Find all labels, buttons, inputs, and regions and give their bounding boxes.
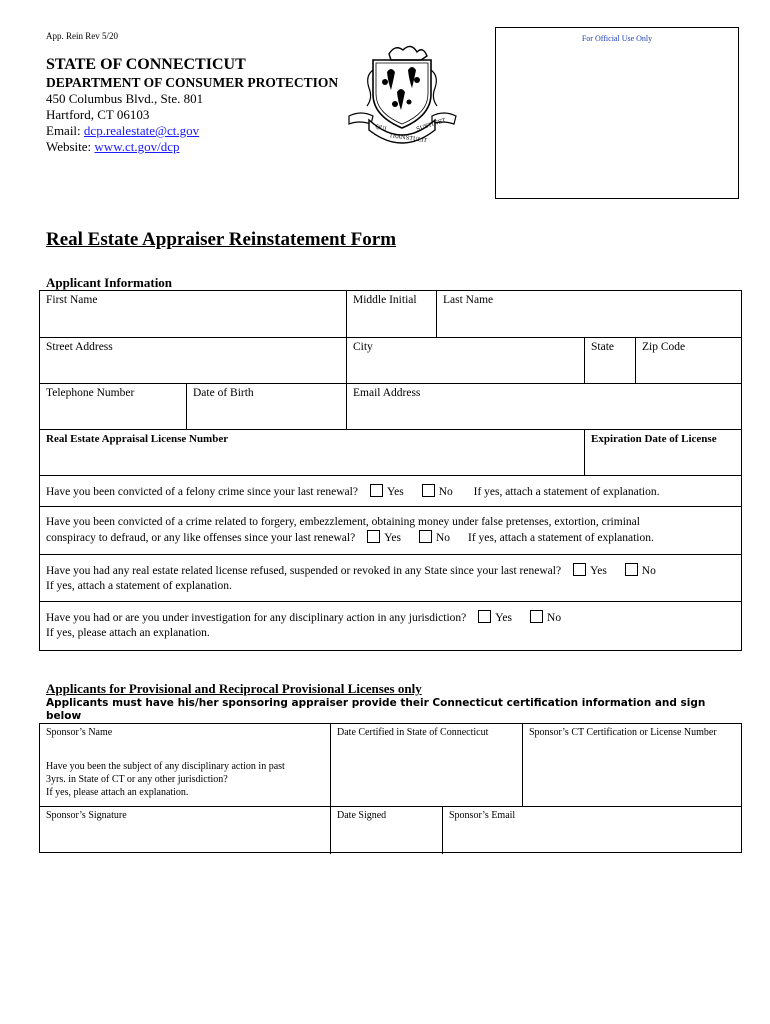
question-4-text-1: Have you had or are you under investigation for any disciplinary action in any jurisdiction?: [46, 612, 467, 624]
sponsor-row-2: [40, 806, 741, 854]
question-3-text-2: If yes, attach a statement of explanation.: [46, 580, 232, 592]
question-2-text-1: Have you been convicted of a crime related to forgery, embezzlement, obtaining money under false pretenses, extortion, criminal: [46, 516, 640, 528]
date-signed-field[interactable]: Date Signed: [330, 807, 442, 854]
sponsor-signature-field[interactable]: Sponsor’s Signature: [46, 810, 127, 821]
city-field[interactable]: City: [346, 338, 584, 383]
sponsor-table: [39, 723, 742, 853]
license-expiration-field[interactable]: Expiration Date of License: [584, 430, 741, 475]
question-3-yes-checkbox[interactable]: [573, 563, 586, 576]
question-4-no-checkbox[interactable]: [530, 610, 543, 623]
website-link[interactable]: www.ct.gov/dcp: [94, 139, 180, 154]
department-name: DEPARTMENT OF CONSUMER PROTECTION: [46, 75, 339, 90]
telephone-field[interactable]: Telephone Number: [46, 387, 135, 399]
sponsor-certification-field[interactable]: Sponsor’s CT Certification or License Number: [522, 724, 741, 806]
question-2-yes-checkbox[interactable]: [367, 530, 380, 543]
question-3-no-checkbox[interactable]: [625, 563, 638, 576]
last-name-field[interactable]: Last Name: [436, 291, 741, 337]
seal-motto-3: SUSTINET: [415, 117, 447, 133]
first-name-field[interactable]: First Name: [46, 294, 98, 306]
question-2-no-checkbox[interactable]: [419, 530, 432, 543]
middle-initial-field[interactable]: Middle Initial: [346, 291, 436, 337]
question-3-row: Have you had any real estate related license refused, suspended or revoked in any State since your last renewal? Yes No If yes, attach a statement of explanation.: [40, 554, 741, 601]
official-use-box: [495, 27, 739, 199]
question-4-yes-checkbox[interactable]: [478, 610, 491, 623]
street-address-field[interactable]: Street Address: [46, 341, 113, 353]
name-row: [40, 291, 741, 337]
date-certified-field[interactable]: Date Certified in State of Connecticut: [330, 724, 522, 806]
question-1-note: If yes, attach a statement of explanation.: [473, 486, 660, 498]
agency-block: [46, 56, 338, 155]
state-name: STATE OF CONNECTICUT: [46, 56, 246, 73]
license-row: [40, 429, 741, 475]
question-4-row: Have you had or are you under investigation for any disciplinary action in any jurisdiction? Yes No If yes, please attach an explanation.: [40, 601, 741, 652]
state-seal-icon: [345, 40, 460, 152]
sponsor-name-field[interactable]: Sponsor’s Name Have you been the subject of any disciplinary action in past 3yrs. in State of CT or any other jurisdiction? If yes, please attach an explanation.: [40, 724, 330, 806]
question-4-text-2: If yes, please attach an explanation.: [46, 627, 210, 639]
email-link[interactable]: dcp.realestate@ct.gov: [83, 123, 200, 138]
sponsor-email-field[interactable]: Sponsor’s Email: [442, 807, 741, 854]
applicant-section-heading: Applicant Information: [46, 275, 173, 290]
question-1-text: Have you been convicted of a felony crime since your last renewal?: [46, 486, 358, 498]
question-3-text-1: Have you had any real estate related license refused, suspended or revoked in any State since your last renewal?: [46, 565, 562, 577]
contact-row: [40, 383, 741, 429]
question-2-row: Have you been convicted of a crime related to forgery, embezzlement, obtaining money under false pretenses, extortion, criminal conspiracy to defraud, or any like offenses since your last renewal? Yes No If yes, attach a statement of explanation.: [40, 506, 741, 554]
zip-code-field[interactable]: Zip Code: [635, 338, 741, 383]
question-1-row: Have you been convicted of a felony crime since your last renewal? Yes No If yes, attach a statement of explanation.: [40, 475, 741, 506]
website-line: Website: www.ct.gov/dcp: [46, 139, 180, 154]
state-field[interactable]: State: [584, 338, 635, 383]
address-line-1: 450 Columbus Blvd., Ste. 801: [46, 91, 204, 106]
form-title: Real Estate Appraiser Reinstatement Form: [46, 229, 397, 250]
question-2-note: If yes, attach a statement of explanation.: [468, 532, 654, 544]
provisional-section-heading: Applicants for Provisional and Reciprocal Provisional Licenses only: [46, 681, 422, 696]
email-address-field[interactable]: Email Address: [346, 384, 741, 429]
official-use-label: For Official Use Only: [581, 34, 653, 43]
question-1-yes-checkbox[interactable]: [370, 484, 383, 497]
address-line-2: Hartford, CT 06103: [46, 107, 150, 122]
provisional-section-instructions: Applicants must have his/her sponsoring appraiser provide their Connecticut certification information and sign below: [46, 697, 706, 722]
seal-motto-1: QUI: [374, 124, 387, 133]
sponsor-row-1: [40, 724, 741, 806]
applicant-info-table: [39, 290, 742, 651]
email-line: Email: dcp.realestate@ct.gov: [46, 123, 200, 138]
revision-label: App. Rein Rev 5/20: [46, 31, 118, 41]
address-row: [40, 337, 741, 383]
question-1-no-checkbox[interactable]: [422, 484, 435, 497]
seal-motto-2: TRANSTULIT: [388, 133, 428, 145]
question-2-text-2: conspiracy to defraud, or any like offenses since your last renewal?: [46, 532, 356, 544]
date-of-birth-field[interactable]: Date of Birth: [186, 384, 346, 429]
license-number-field[interactable]: Real Estate Appraisal License Number: [46, 433, 229, 445]
sponsor-disciplinary-question: Have you been the subject of any disciplinary action in past 3yrs. in State of CT or any other jurisdiction? If yes, please attach an explanation.: [46, 761, 285, 798]
